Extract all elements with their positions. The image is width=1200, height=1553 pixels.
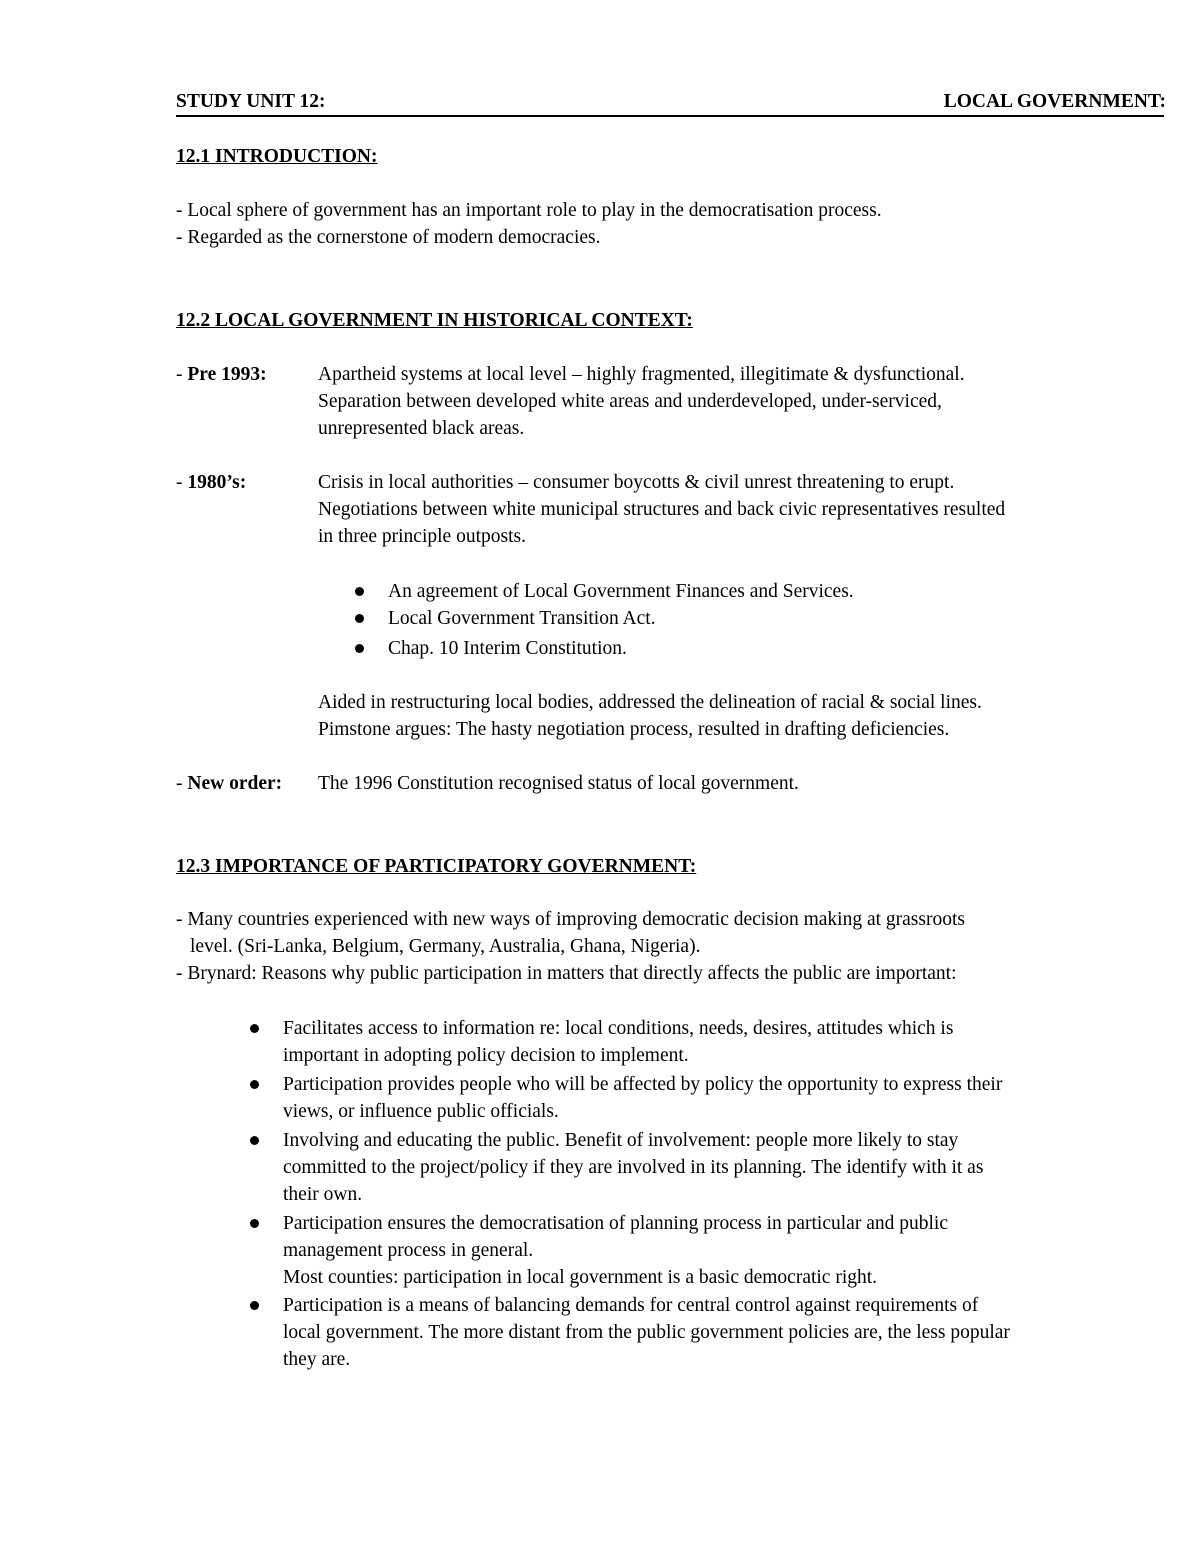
bullet-dot	[250, 1080, 259, 1089]
pre1993-label: - Pre 1993:	[176, 364, 267, 385]
reason-2-line-1: Participation provides people who will be affected by policy the opportunity to express their	[283, 1074, 1003, 1095]
eighties-after-line-1: Aided in restructuring local bodies, addressed the delineation of racial & social lines.	[318, 692, 982, 713]
reason-4-line-3: Most counties: participation in local government is a basic democratic right.	[283, 1267, 878, 1288]
section-heading-historical-context: 12.2 LOCAL GOVERNMENT IN HISTORICAL CONTEXT:	[176, 310, 693, 331]
participation-line-1: - Many countries experienced with new ways of improving democratic decision making at grassroots	[176, 909, 965, 930]
reason-5-line-2: local government. The more distant from the public government policies are, the less popular	[283, 1322, 1010, 1343]
pre1993-line-1: Apartheid systems at local level – highly fragmented, illegitimate & dysfunctional.	[318, 364, 965, 385]
reason-5-line-3: they are.	[283, 1349, 351, 1370]
eighties-after-line-2: Pimstone argues: The hasty negotiation process, resulted in drafting deficiencies.	[318, 719, 950, 740]
participation-line-3: - Brynard: Reasons why public participation in matters that directly affects the public are important:	[176, 963, 957, 984]
pre1993-line-2: Separation between developed white areas and underdeveloped, under-serviced,	[318, 391, 942, 412]
eighties-line-3: in three principle outposts.	[318, 526, 526, 547]
header-study-unit: STUDY UNIT 12:	[176, 91, 326, 112]
reason-2-line-2: views, or influence public officials.	[283, 1101, 559, 1122]
header-topic: LOCAL GOVERNMENT:	[943, 91, 1166, 112]
eighties-line-1: Crisis in local authorities – consumer boycotts & civil unrest threatening to erupt.	[318, 472, 955, 493]
eighties-label: - 1980’s:	[176, 472, 247, 493]
header-underline	[176, 115, 1164, 117]
reason-4-line-2: management process in general.	[283, 1240, 534, 1261]
participation-line-2: level. (Sri-Lanka, Belgium, Germany, Australia, Ghana, Nigeria).	[190, 936, 701, 957]
section-heading-participatory-government: 12.3 IMPORTANCE OF PARTICIPATORY GOVERNMENT:	[176, 856, 697, 877]
bullet-dot	[355, 644, 364, 653]
reason-1-line-1: Facilitates access to information re: local conditions, needs, desires, attitudes which is	[283, 1018, 954, 1039]
reason-3-line-2: committed to the project/policy if they are involved in its planning. The identify with it as	[283, 1157, 984, 1178]
section-heading-introduction: 12.1 INTRODUCTION:	[176, 146, 378, 167]
new-order-label: - New order:	[176, 773, 283, 794]
outpost-item-1: An agreement of Local Government Finances and Services.	[388, 581, 854, 602]
reason-1-line-2: important in adopting policy decision to implement.	[283, 1045, 689, 1066]
outpost-item-2: Local Government Transition Act.	[388, 608, 656, 629]
intro-line-1: - Local sphere of government has an important role to play in the democratisation process.	[176, 200, 882, 221]
reason-3-line-1: Involving and educating the public. Benefit of involvement: people more likely to stay	[283, 1130, 959, 1151]
bullet-dot	[250, 1136, 259, 1145]
new-order-text: The 1996 Constitution recognised status of local government.	[318, 773, 799, 794]
bullet-dot	[355, 614, 364, 623]
pre1993-line-3: unrepresented black areas.	[318, 418, 525, 439]
bullet-dot	[250, 1301, 259, 1310]
bullet-dot	[250, 1219, 259, 1228]
outpost-item-3: Chap. 10 Interim Constitution.	[388, 638, 627, 659]
reason-5-line-1: Participation is a means of balancing demands for central control against requirements of	[283, 1295, 979, 1316]
intro-line-2: - Regarded as the cornerstone of modern democracies.	[176, 227, 601, 248]
reason-3-line-3: their own.	[283, 1184, 363, 1205]
eighties-line-2: Negotiations between white municipal structures and back civic representatives resulted	[318, 499, 1006, 520]
bullet-dot	[250, 1024, 259, 1033]
bullet-dot	[355, 587, 364, 596]
reason-4-line-1: Participation ensures the democratisation of planning process in particular and public	[283, 1213, 948, 1234]
